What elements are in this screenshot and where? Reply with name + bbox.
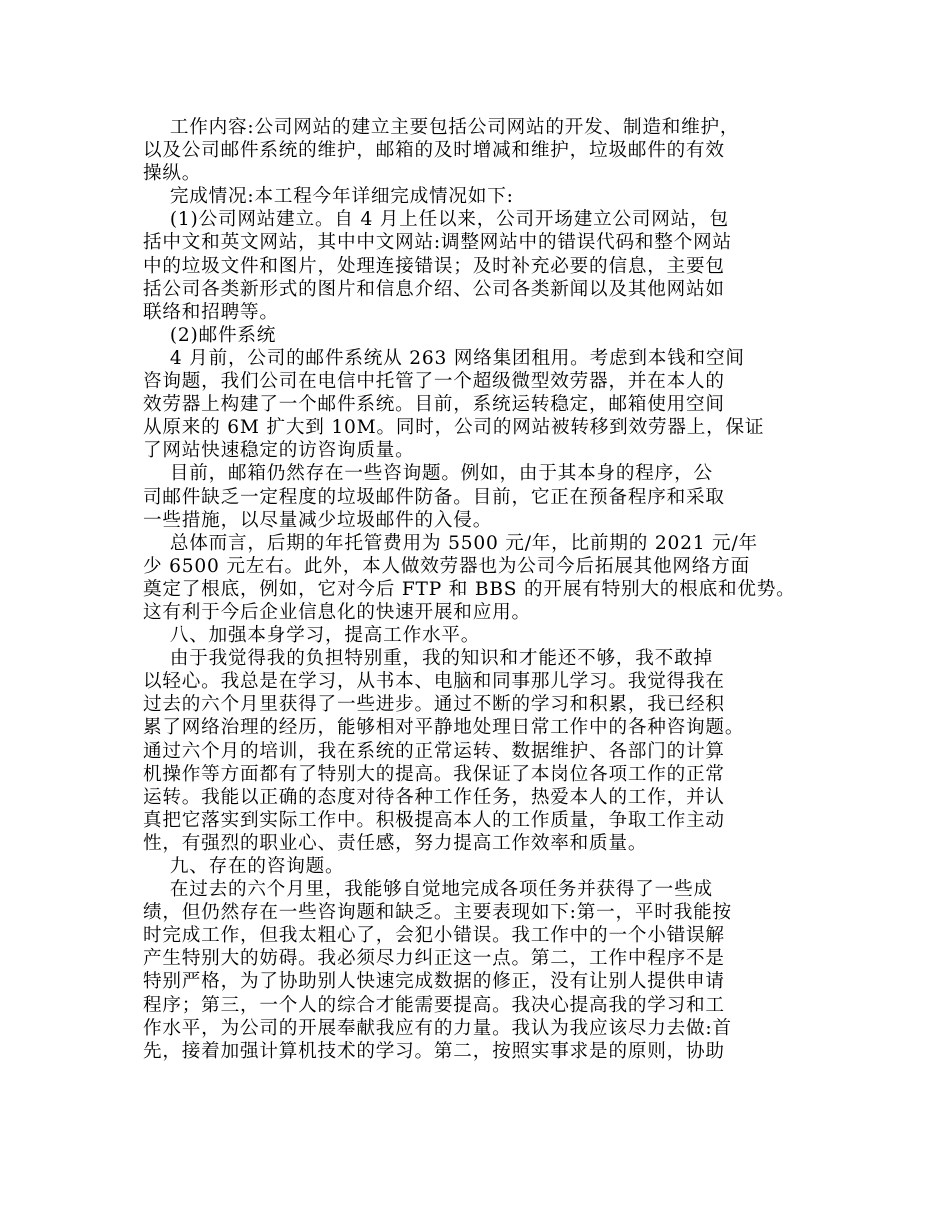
text-line: 工作内容:公司网站的建立主要包括公司网站的开发、制造和维护， <box>143 117 740 138</box>
text-line: 中的垃圾文件和图片，处理连接错误；及时补充必要的信息，主要包 <box>143 255 725 277</box>
text-line: 联络和招聘等。 <box>143 301 279 323</box>
text-line: 机操作等方面都有了特别大的提高。我保证了本岗位各项工作的正常 <box>143 763 725 785</box>
text-line: 特别严格，为了协助别人快速完成数据的修正，没有让别人提供申请 <box>143 971 725 993</box>
text-line: 通过六个月的培训，我在系统的正常运转、数据维护、各部门的计算 <box>143 740 725 762</box>
text-line: 目前，邮箱仍然存在一些咨询题。例如，由于其本身的程序，公 <box>143 463 713 485</box>
text-line: 这有利于今后企业信息化的快速开展和应用。 <box>143 601 531 623</box>
text-line: 过去的六个月里获得了一些进步。通过不断的学习和积累，我已经积 <box>143 694 725 716</box>
text-line: 作水平，为公司的开展奉献我应有的力量。我认为我应该尽力去做:首 <box>143 1017 732 1039</box>
text-line: 效劳器上构建了一个邮件系统。目前，系统运转稳定，邮箱使用空间 <box>143 394 725 416</box>
text-line: 咨询题，我们公司在电信中托管了一个超级微型效劳器，并在本人的 <box>143 371 725 393</box>
text-line: 八、加强本身学习，提高工作水平。 <box>143 625 481 647</box>
text-line: 奠定了根底，例如，它对今后 FTP 和 BBS 的开展有特别大的根底和优势。 <box>143 578 796 600</box>
text-line: 累了网络治理的经历，能够相对平静地处理日常工作中的各种咨询题。 <box>143 717 745 739</box>
text-line: 运转。我能以正确的态度对待各种工作任务，热爱本人的工作，并认 <box>143 786 725 808</box>
text-line: 少 6500 元左右。此外，本人做效劳器也为公司今后拓展其他网络方面 <box>143 555 750 577</box>
text-line: 司邮件缺乏一定程度的垃圾邮件防备。目前，它正在预备程序和采取 <box>143 486 725 508</box>
text-line: 以及公司邮件系统的维护，邮箱的及时增减和维护，垃圾邮件的有效 <box>143 140 725 162</box>
text-line: 九、存在的咨询题。 <box>143 856 345 877</box>
text-line: 产生特别大的妨碍。我必须尽力纠正这一点。第二，工作中程序不是 <box>143 948 725 970</box>
text-line: 总体而言，后期的年托管费用为 5500 元/年，比前期的 2021 元/年 <box>143 532 758 554</box>
text-line: 括中文和英文网站，其中中文网站:调整网站中的错误代码和整个网站 <box>143 232 732 254</box>
text-line: 完成情况:本工程今年详细完成情况如下: <box>143 186 514 208</box>
text-line: 一些措施，以尽量减少垃圾邮件的入侵。 <box>143 509 493 531</box>
text-line: 4 月前，公司的邮件系统从 263 网络集团租用。考虑到本钱和空间 <box>143 347 745 369</box>
text-line: 在过去的六个月里，我能够自觉地完成各项任务并获得了一些成 <box>143 879 713 901</box>
text-line: 操纵。 <box>143 163 202 185</box>
text-line: 性，有强烈的职业心、责任感，努力提高工作效率和质量。 <box>143 832 648 854</box>
text-line: 绩，但仍然存在一些咨询题和缺乏。主要表现如下:第一，平时我能按 <box>143 902 732 924</box>
text-line: 先，接着加强计算机技术的学习。第二，按照实事求是的原则，协助 <box>143 1040 725 1062</box>
text-line: 由于我觉得我的负担特别重，我的知识和才能还不够，我不敢掉 <box>143 648 713 670</box>
text-line: (1)公司网站建立。自 4 月上任以来，公司开场建立公司网站，包 <box>143 209 729 231</box>
text-line: 以轻心。我总是在学习，从书本、电脑和同事那儿学习。我觉得我在 <box>143 671 725 693</box>
text-line: 括公司各类新形式的图片和信息介绍、公司各类新闻以及其他网站如 <box>143 278 725 300</box>
text-line: 真把它落实到实际工作中。积极提高本人的工作质量，争取工作主动 <box>143 809 725 831</box>
document-body <box>143 116 807 1063</box>
text-line: 从原来的 6M 扩大到 10M。同时，公司的网站被转移到效劳器上，保证 <box>143 417 765 439</box>
text-line: 了网站快速稳定的访咨询质量。 <box>143 440 415 462</box>
text-line: 程序；第三，一个人的综合才能需要提高。我决心提高我的学习和工 <box>143 994 725 1016</box>
text-line: 时完成工作，但我太粗心了，会犯小错误。我工作中的一个小错误解 <box>143 925 725 947</box>
text-line: (2)邮件系统 <box>143 324 277 346</box>
